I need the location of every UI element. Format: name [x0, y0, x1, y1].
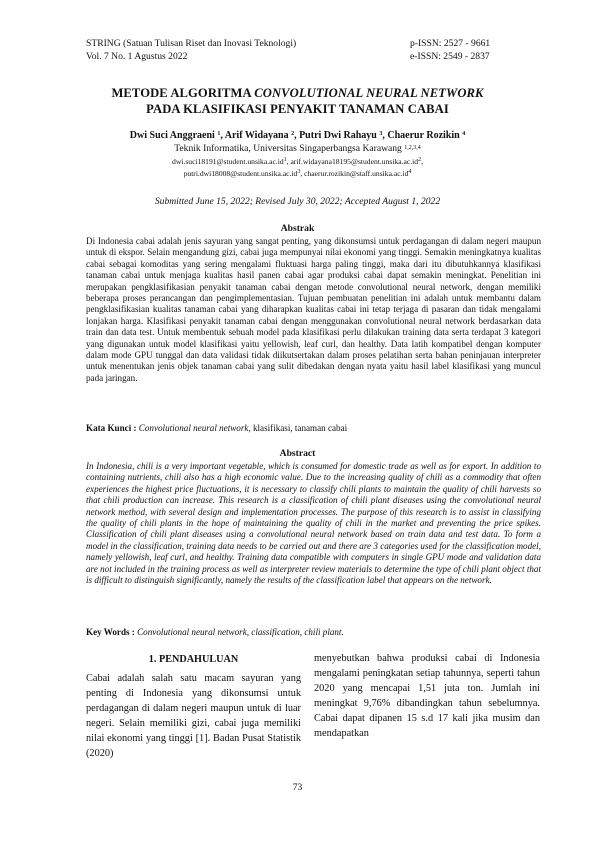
abstract-heading: Abstract [279, 448, 316, 459]
e-issn: e-ISSN: 2549 - 2837 [410, 51, 490, 62]
email-link[interactable]: , chaerur.rozikin@staff.unsika.ac.id [300, 169, 409, 178]
body-column-left: Cabai adalah salah satu macam sayuran yang penting di Indonesia yang dikonsumsi untuk perdagangan di dalam negeri maupun untuk di luar negeri. Selain memiliki gizi, cabai juga memiliki nilai ekonomi yang tinggi [1]. Badan Pusat Statistik (2020) [86, 673, 301, 759]
abstrak-heading: Abstrak [280, 223, 315, 234]
paper-title [60, 85, 535, 117]
kata-kunci-label: Kata Kunci : [86, 423, 137, 433]
kata-kunci: Kata Kunci : Convolutional neural network, klasifikasi, tanaman cabai [86, 423, 348, 433]
abstrak-body: Di Indonesia cabai adalah jenis sayuran yang sangat penting, yang dikonsumsi untuk perdagangan di dalam negeri maupun untuk di ekspor. Selain mengandung gizi, cabai juga mempunyai nilai ekonomi yang tinggi. Semakin meningkatnya kualitas cabai sebagai komoditas yang sering mengalami fluktuasi harga paling tinggi, maka dari itu dibutuhkannya klasifikasi tanaman cabai untuk menjaga kualitas hasil panen cabai agar produksi cabai dapat semakin meningkat. Penelitian ini merupakan pengklasifikasian penyakit tanaman cabai dengan metode convolutional neural network, dengan memiliki beberapa proses perancangan dan pengimplementasian. Tujuan pembuatan penelitian ini adalah untuk membantu dalam pengklasifikasian kualitas tanaman cabai yang diharapkan kualitas cabai ini tetap terjaga di pasaran dan tidak mengalami lonjakan harga. Klasifikasi penyakit tanaman cabai dengan menggunakan convolutional neural network berdasarkan data train dan data test. Untuk membentuk sebuah model pada klasifikasi perlu dilakukan training data serta terdapat 3 kategori yang digunakan untuk model klasifikasi yaitu yellowish, leaf curl, dan healthy. Data latih kompatibel dengan komputer dalam mode GPU tunggal dan data validasi tidak diikutsertakan dalam proses pelatihan serta bahan peninjauan interpreter untuk menentukan jenis objek tanaman cabai yang sulit dibedakan dengan nyata yaitu hasil label klasifikasi yang muncul pada jaringan. [86, 236, 541, 383]
author: Dwi Suci Anggraeni [129, 130, 215, 141]
section-heading: 1. PENDAHULUAN [148, 654, 239, 665]
email-line-2: $putri.dwi18008@student.unsika.ac.id^3$, $chaerur.rozikin@staff.unsika.ac.id^4$ [183, 169, 412, 178]
email-link[interactable]: putri.dwi18008@student.unsika.ac.id [183, 169, 298, 178]
key-words: Key Words : Convolutional neural network, classification, chili plant. [86, 627, 344, 637]
journal-name: STRING (Satuan Tulisan Riset dan Inovasi Teknologi) [86, 38, 297, 49]
author: Putri Dwi Rahayu [299, 130, 377, 141]
title-line-2: PADA KLASIFIKASI PENYAKIT TANAMAN CABAI [146, 102, 449, 116]
journal-volume: Vol. 7 No. 1 Agustus 2022 [86, 51, 188, 62]
email-link[interactable]: dwi.suci18191@student.unsika.ac.id [172, 157, 284, 166]
author: Arif Widayana [224, 130, 289, 141]
body-column-right: menyebutkan bahwa produksi cabai di Indonesia mengalami peningkatan setiap tahunnya, seperti tahun 2020 yang mencapai 1,51 juta ton. Jumlah ini meningkat 9,76% dibandingkan tahun sebelumnya. Cabai dapat dipanen 15 s.d 17 kali jika musim dan mendapatkan [314, 653, 540, 739]
running-header-right [410, 37, 490, 63]
author: Chaerur Rozikin [387, 130, 460, 141]
running-header-left [86, 37, 296, 63]
page-number: 73 [292, 782, 303, 793]
key-words-label: Key Words : [86, 627, 135, 637]
email-line-1: $dwi.suci18191@student.unsika.ac.id^1$, $arif.widayana18195@student.unsika.ac.id^2$, [172, 157, 423, 166]
email-link[interactable]: , arif.widayana18195@student.unsika.ac.id [286, 157, 419, 166]
title-line-1: METODE ALGORITMA CONVOLUTIONAL NEURAL NETWORK [111, 86, 484, 100]
title-italic: CONVOLUTIONAL NEURAL NETWORK [254, 86, 484, 100]
submission-dates: Submitted June 15, 2022; Revised July 30, 2022; Accepted August 1, 2022 [154, 196, 441, 207]
affiliation: Teknik Informatika, Universitas Singaperbangsa Karawang $^{1,2,3,4}$ [174, 143, 421, 154]
author-list: Dwi Suci Anggraeni $^1$, Arif Widayana $^2$, Putri Dwi Rahayu $^3$, Chaerur Rozikin $^4$ [129, 130, 466, 141]
p-issn: p-ISSN: 2527 - 9661 [410, 38, 491, 49]
abstract-body: In Indonesia, chili is a very important vegetable, which is consumed for domestic trade as well as for export. In addition to containing nutrients, chili also has a high economic value. Due to the increasing quality of chili as a commodity that often experiences the highest price fluctuations, it is necessary to classify chili plants to maintain the quality of chili harvests so that chili production can increase. This research is a classification of chili plant diseases using the convolutional neural network method, with several design and implementation processes. The purpose of this research is to assist in classifying the quality of chili plants in the hope of maintaining the quality of chili in the market and preventing the price spikes. Classification of chili plant diseases using a convolutional neural network based on train data and test data. To form a model in the classification, training data needs to be carried out and there are 3 categories used for the classification model, namely yellowish, leaf curl, and healthy. Training data compatible with computers in single GPU mode and validation data are not included in the training process as well as interpreter review materials to determine the type of chili plant object that is difficult to distinguish significantly, namely the results of the classification label that appears on the network. [86, 461, 541, 586]
